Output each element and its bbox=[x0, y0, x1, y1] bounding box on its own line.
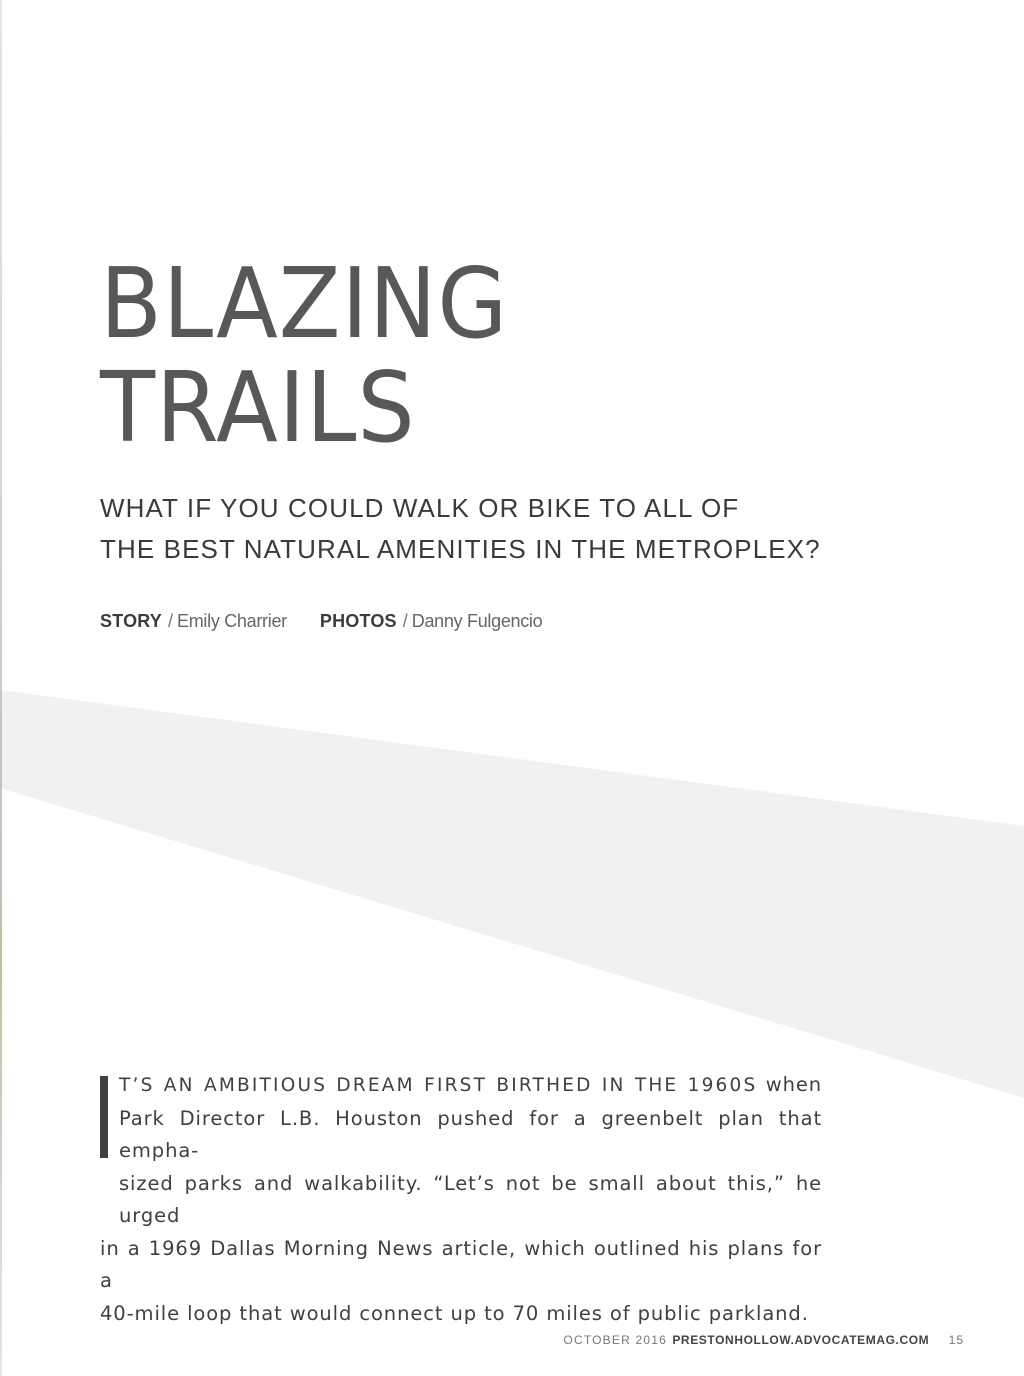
story-author-name: Emily Charrier bbox=[177, 611, 287, 631]
photos-label: PHOTOS bbox=[319, 611, 397, 631]
lead-in-caps: T’S AN AMBITIOUS DREAM FIRST BIRTHED IN THE 1960S bbox=[119, 1075, 758, 1096]
article-subtitle bbox=[100, 488, 821, 570]
story-separator: / bbox=[168, 611, 174, 631]
story-label: STORY bbox=[100, 611, 163, 631]
body-line-5: 40-mile loop that would connect up to 70 miles of public parkland. bbox=[100, 1301, 809, 1325]
page-number: 15 bbox=[948, 1333, 964, 1347]
subtitle-line-2: THE BEST NATURAL AMENITIES IN THE METROPLEX? bbox=[100, 534, 821, 564]
article-body-paragraph bbox=[100, 1069, 822, 1330]
lead-in-rest: when bbox=[765, 1073, 822, 1096]
photos-credit bbox=[320, 611, 543, 631]
subtitle-line-1: WHAT IF YOU COULD WALK OR BIKE TO ALL OF bbox=[100, 493, 740, 523]
title-line-1: BLAZING bbox=[100, 247, 509, 360]
title-line-2: TRAILS bbox=[100, 351, 416, 464]
photos-separator: / bbox=[402, 611, 408, 631]
body-line-1 bbox=[100, 1069, 822, 1103]
article-title bbox=[100, 247, 509, 464]
byline bbox=[100, 608, 542, 634]
page-edge-strip bbox=[0, 0, 2, 1376]
issue-date: OCTOBER 2016 bbox=[563, 1333, 667, 1347]
page-footer bbox=[563, 1332, 964, 1348]
body-line-4: in a 1969 Dallas Morning News article, which outlined his plans for a bbox=[100, 1236, 822, 1292]
website-url: PRESTONHOLLOW.ADVOCATEMAG.COM bbox=[672, 1333, 930, 1347]
story-credit bbox=[100, 611, 292, 631]
body-line-2: Park Director L.B. Houston pushed for a greenbelt plan that empha- bbox=[119, 1106, 822, 1162]
body-line-3: sized parks and walkability. “Let’s not be small about this,” he urged bbox=[119, 1171, 822, 1227]
photographer-name: Danny Fulgencio bbox=[411, 611, 543, 631]
